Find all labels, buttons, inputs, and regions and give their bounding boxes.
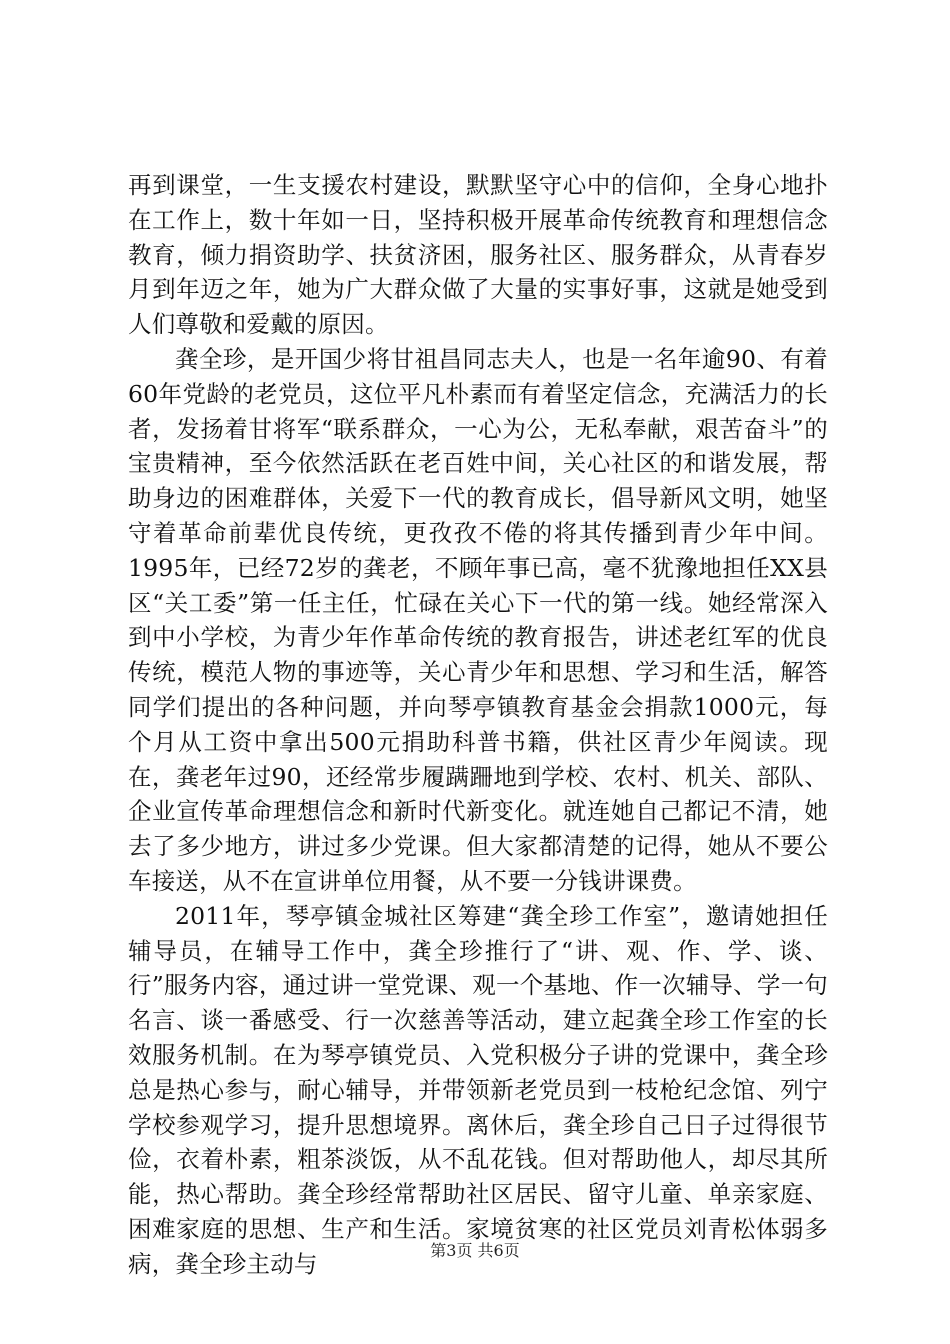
paragraph-2011-studio: 2011年，琴亭镇金城社区筹建“龚全珍工作室”，邀请她担任辅导员，在辅导工作中，龚全珍推行了“讲、观、作、学、谈、行”服务内容，通过讲一堂党课、观一个基地、作一次辅导、学一句名言、谈一番感受、行一次慈善等活动，建立起龚全珍工作室的长效服务机制。在为琴亭镇党员、入党积极分子讲的党课中，龚全珍总是热心参与，耐心辅导，并带领新老党员到一枝枪纪念馆、列宁学校参观学习，提升思想境界。离休后，龚全珍自己日子过得很节俭，衣着朴素，粗茶淡饭，从不乱花钱。但对帮助他人，却尽其所能，热心帮助。龚全珍经常帮助社区居民、留守儿童、单亲家庭、困难家庭的思想、生产和生活。家境贫寒的社区党员刘青松体弱多病，龚全珍主动与 <box>128 901 828 1278</box>
page-number-footer: 第3页 共6页 <box>430 1241 520 1260</box>
document-body <box>128 168 828 1282</box>
paragraph-continuation: 再到课堂，一生支援农村建设，默默坚守心中的信仰，全身心地扑在工作上，数十年如一日，坚持积极开展革命传统教育和理想信念教育，倾力捐资助学、扶贫济困，服务社区、服务群众，从青春岁月到年迈之年，她为广大群众做了大量的实事好事，这就是她受到人们尊敬和爱戴的原因。 <box>128 171 828 339</box>
paragraph-gong-quanzhen-intro: 龚全珍，是开国少将甘祖昌同志夫人，也是一名年逾90、有着60年党龄的老党员，这位平凡朴素而有着坚定信念，充满活力的长者，发扬着甘将军“联系群众，一心为公，无私奉献，艰苦奋斗”的宝贵精神，至今依然活跃在老百姓中间，关心社区的和谐发展，帮助身边的困难群体，关爱下一代的教育成长，倡导新风文明，她坚守着革命前辈优良传统，更孜孜不倦的将其传播到青少年中间。1995年，已经72岁的龚老，不顾年事已高，毫不犹豫地担任XX县区“关工委”第一任主任，忙碌在关心下一代的第一线。她经常深入到中小学校，为青少年作革命传统的教育报告，讲述老红军的优良传统，模范人物的事迹等，关心青少年和思想、学习和生活，解答同学们提出的各种问题，并向琴亭镇教育基金会捐款1000元，每个月从工资中拿出500元捐助科普书籍，供社区青少年阅读。现在，龚老年过90，还经常步履蹒跚地到学校、农村、机关、部队、企业宣传革命理想信念和新时代新变化。就连她自己都记不清，她去了多少地方，讲过多少党课。但大家都清楚的记得，她从不要公车接送，从不在宣讲单位用餐，从不要一分钱讲课费。 <box>128 344 828 895</box>
